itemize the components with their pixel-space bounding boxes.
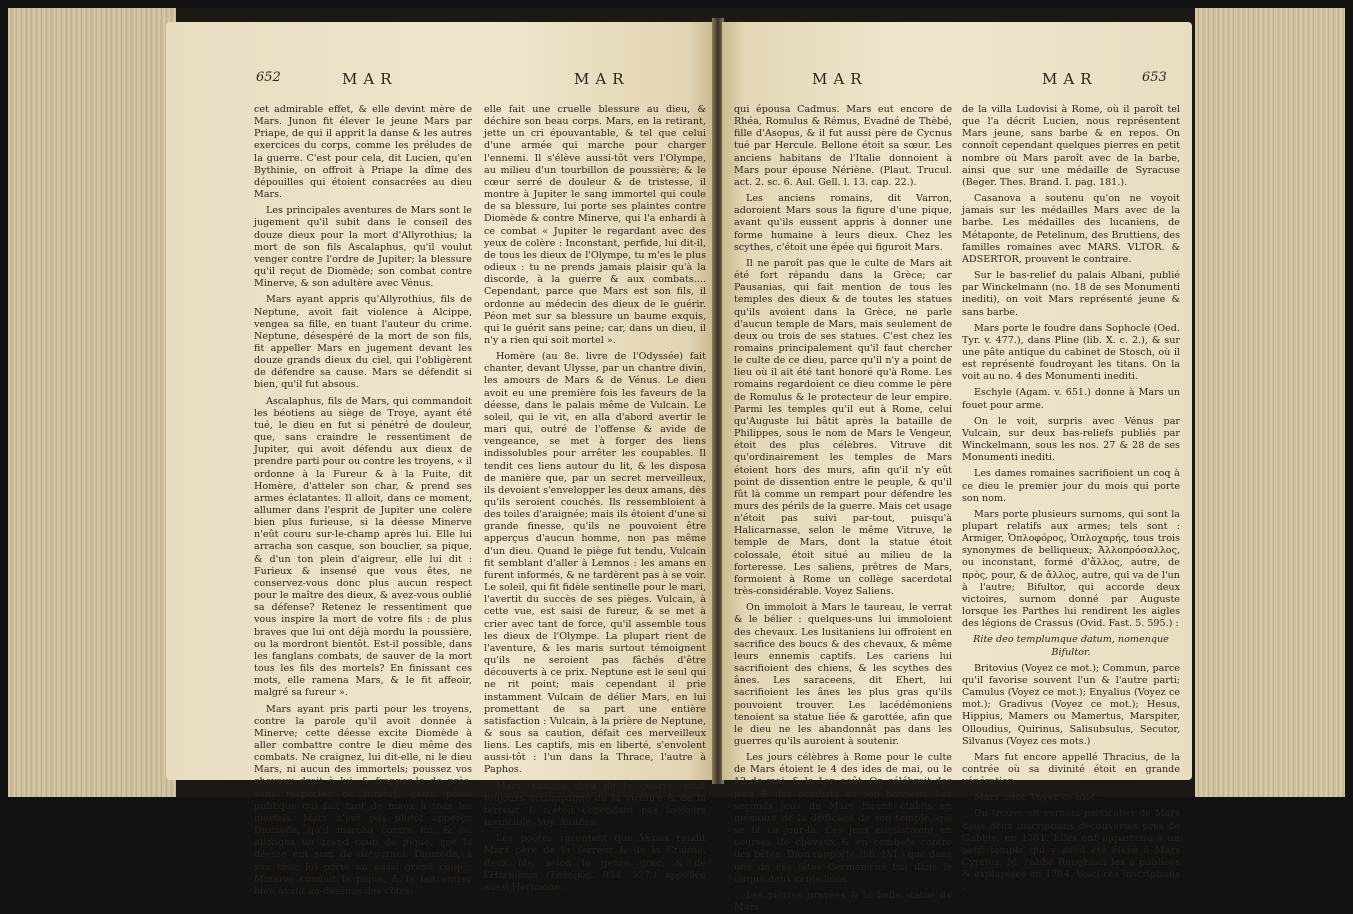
paragraph: On immoloit à Mars le taureau, le verrat & le bélier : quelques-uns lui immoloient des chevaux. Les lusitaniens lui offroient en sacrifice des boucs & des chevaux, & même leurs ennemis captifs. Les cariens lui sacrifioient des chiens, & les scythes des ânes. Les saraceens, dit Ehert, lui sacrifioient les ânes les plus gras qu'ils pouvoient trouver. Les lacédémoniens tenoient sa statue liée & garottée, afin que le dieu ne les abandonnât pas dans les guerres qu'ils auroient à soutenir. xyxy=(734,602,952,747)
paragraph: Les poëtes racontent que Vénus rendit Mars père de la Terreur & de la Crainte, deux fils, selon le genre grec, & de l'Harmonie (Théogon. 934. 937.) appellée aussi Hermione, xyxy=(484,833,706,893)
paragraph: Ascalaphus, fils de Mars, qui commandoit les béotiens au siège de Troye, ayant été tué, le dieu en fut si pénétré de douleur, que, sans craindre le ressentiment de Jupiter, qui avoit défendu aux dieux de prendre parti pour ou contre les troyens, « il ordonne à la Fureur & à la Fuite, dit Homère, d'atteler son char, & prend ses armes éclatantes. Il alloit, dans ce moment, allumer dans l'esprit de Jupiter une colère bien plus furieuse, si la déesse Minerve n'eût couru sur-le-champ après lui. Elle lui arracha son casque, son bouclier, sa pique, & d'un ton plein d'aigreur, elle lui dit : Furieux & insensé que vous êtes, ne conservez-vous donc plus aucun respect pour le maître des dieux, & avez-vous oublié sa défense? Retenez le ressentiment que vous inspire la mort de votre fils : de plus braves que lui ont déjà mordu la poussière, ou la mordront bientôt. Est-il possible, dans les fanglans combats, de sauver de la mort tous les fils des mortels? En finissant ces mots, elle ramena Mars, & le fit affeoir, malgré sa fureur ». xyxy=(254,395,472,699)
text-column xyxy=(962,104,1180,893)
running-head: MAR xyxy=(1042,70,1098,88)
paragraph: Les jours célèbres à Rome pour le culte de Mars étoient le 4 des ides de mai, ou le 12 de mai, & le 1er. août. On célébroit des jeux & des combats en son honneur. Les seconds jeux de Mars furent établis en mémoire de la dédicace de son temple, qui se fit ce jour-là. Ces jeux consistoient en courses de chevaux & en combats contre des bêtes. Dion rapporte (lib. LVI.) que dans une de ces fêtes Germanicus tua dans le cirque deux cents lions. xyxy=(734,752,952,885)
paragraph: Les principales aventures de Mars sont le jugement qu'il subit dans le conseil des douze dieux pour la mort d'Allyrothius; la mort de son fils Ascalaphus, qu'il voulut venger contre l'ordre de Jupiter; la blessure qu'il reçut de Diomède; son combat contre Minerve, & son adultère avec Vénus. xyxy=(254,205,472,290)
running-head: MAR xyxy=(574,70,630,88)
paragraph: Britovius (Voyez ce mot.); Commun, parce qu'il favorise souvent l'un & l'autre parti; Camulus (Voyez ce mot.); Enyalius (Voyez ce mot.); Gradivus (Voyez ce mot.); Hesus, Hippius, Mamers ou Mamertus, Marspiter, Olloudius, Quirinus, Salisubsulus, Secutor, Silvanus (Voyez ces mots.) xyxy=(962,662,1180,747)
paragraph: Sur le bas-relief du palais Albani, publié par Winckelmann (no. 18 de ses Monumenti inediti), on voit Mars représenté jeune & sans barbe. xyxy=(962,270,1180,318)
page-edges-right xyxy=(1195,8,1345,797)
page-number: 652 xyxy=(256,70,281,85)
paragraph: Les dames romaines sacrifioient un coq à ce dieu le premier jour du mois qui porte son nom. xyxy=(962,468,1180,504)
paragraph: Homère (au 8e. livre de l'Odyssée) fait chanter, devant Ulysse, par un chantre divin, les amours de Mars & de Vénus. Le dieu avoit eu une première fois les faveurs de la déesse, dans le palais même de Vulcain. Le soleil, qui le vit, en alla d'abord avertir le mari qui, outré de l'offense & avide de vengeance, se met à forger des liens indissolubles pour arrêter les coupables. Il tendit ces liens autour du lit, & les disposa de manière que, par un secret merveilleux, ils devoient s'envelopper les deux amans, dès qu'ils seroient couchés. Ils ressembloient à des toiles d'araignée; mais ils étoient d'une si grande finesse, qu'ils ne pouvoient être apperçus d'aucun homme, non pas même d'un dieu. Quand le piège fut tendu, Vulcain fit semblant d'aller à Lemnos : les amans en furent informés, & ne tardèrent pas à se voir. Le soleil, qui fit fidèle sentinelle pour le mari, l'avertit du succès de ses pièges. Vulcain, à cette vue, est saisi de fureur, & se met à crier avec tant de force, qu'il assemble tous les dieux de l'Olympe. La plupart rient de l'aventure, & les maris surtout témoignent qu'ils ne seroient pas fâchés d'être découverts à ce prix. Neptune est le seul qui ne rit point; mais cependant il prie instamment Vulcain de délier Mars, en lui promettant de sa part une entière satisfaction : Vulcain, à la prière de Neptune, & sous sa caution, défait ces merveilleux liens. Les captifs, mis en liberté, s'envolent aussi-tôt : l'un dans la Thrace, l'autre à Paphos. xyxy=(484,351,707,776)
paragraph: Mars porte le foudre dans Sophocle (Oed. Tyr. v. 477.), dans Pline (lib. X. c. 2.), & sur une pâte antique du cabinet de Stosch, où il est représenté foudroyant les titans. On la voit au no. 4 des Monumenti inediti. xyxy=(962,322,1180,383)
paragraph: de la villa Ludovisi à Rome, où il paroît tel que l'a décrit Lucien, nous représentent Mars jeune, sans barbe & en repos. On connoît cependant quelques pierres en petit nombre où Mars paroît avec de la barbe, ainsi que sur une médaille de Syracuse (Beger. Thes. Brand. I. pag. 181.). xyxy=(962,104,1180,188)
paragraph: Il ne paroît pas que le culte de Mars ait été fort répandu dans la Grèce; car Pausanias, qui fait mention de tous les temples des dieux & de toutes les statues qu'ils avoient dans la Grèce, ne parle d'aucun temple de Mars, mais seulement de deux ou trois de ses statues. C'est chez les romains principalement qu'il faut chercher le culte de ce dieu, parce qu'il n'y a point de lieu où il ait été tant honoré qu'à Rome. Les romains regardoient ce dieu comme le père de Romulus & le protecteur de leur empire. Parmi les temples qu'il eut à Rome, celui qu'Auguste lui bâtit après la bataille de Philippes, sous le nom de Mars le Vengeur, étoit des plus célèbres. Vitruve dit qu'ordinairement les temples de Mars étoient hors des murs, afin qu'il n'y eût point de dissention entre le peuple, & qu'il fût là comme un rempart pour défendre les murs des périls de la guerre. Mais cet usage n'étoit pas suivi par-tout, puisqu'à Halicarnasse, selon le même Vitruve, le temple de Mars, dont la statue étoit colossale, étoit situé au milieu de la forteresse. Les saliens, prêtres de Mars, formoient à Rome un collège sacerdotal très-considérable. Voyez Saliens. xyxy=(734,257,952,598)
paragraph: On trouve un surnom particulier de Mars dans deux inscriptions découvertes près de Gubbio, en 1781. Elles ont appartenu à un petit temple qui y avoit été élevé à Mars Cyprius. M. l'abbé Raughiaci les a publiées & expliquées en 1784. Voici ces inscriptions : xyxy=(962,808,1180,893)
paragraph: cet admirable effet, & elle devint mère de Mars. Junon fit élever le jeune Mars par Priape, de qui il apprit la danse & les autres exercices du corps, comme les préludes de la guerre. C'est pour cela, dit Lucien, qu'en Bythinie, on offroit à Priape la dîme des dépouilles qui étoient consacrées au dieu Mars. xyxy=(254,104,472,201)
paragraph: Eschyle (Agam. v. 651.) donne à Mars un fouet pour arme. xyxy=(962,387,1180,411)
running-head: MAR xyxy=(342,70,398,88)
left-page-header xyxy=(166,70,714,94)
paragraph: Les anciens romains, dit Varron, adoroient Mars sous la figure d'une pique, avant qu'ils eussent appris à donner une forme humaine à leurs dieux. Chez les scythes, c'étoit une épée qui figuroit Mars. xyxy=(734,193,952,253)
paragraph: Mars ayant appris qu'Allyrothius, fils de Neptune, avoit fait violence à Alcippe, vengea sa fille, en tuant l'auteur du crime. Neptune, désespéré de la mort de son fils, fit appeller Mars en jugement devant les douze grands dieux du ciel, qui l'obligèrent de défendre sa cause. Mars se défendit si bien, qu'il fut absous. xyxy=(254,294,472,391)
paragraph: elle fait une cruelle blessure au dieu, & déchire son beau corps. Mars, en la retirant, jette un cri épouvantable, & tel que celui d'une armée qui marche pour charger l'ennemi. Il s'élève aussi-tôt vers l'Olympe, au milieu d'un tourbillon de poussière; & le cœur serré de douleur & de tristesse, il montre à Jupiter le sang immortel qui coule de sa blessure, lui porte ses plaintes contre Diomède & contre Minerve, qui l'a enhardi à ce combat « Jupiter le regardant avec des yeux de colère : Inconstant, perfide, lui dit-il, de tous les dieux de l'Olympe, tu m'es le plus odieux : tu ne prends jamais plaisir qu'à la discorde, à la guerre & aux combats.... Cependant, parce que Mars est son fils, il ordonne au médecin des dieux de le guérir. Péon met sur sa blessure un baume exquis, qui le guérit sans peine; car, dans un dieu, il n'y a rien qui soit mortel ». xyxy=(484,104,706,346)
page-number: 653 xyxy=(1142,70,1167,85)
paragraph: Casanova a soutenu qu'on ne voyoit jamais sur les médailles Mars avec de la barbe. Les médailles des lucaniens, de Métaponte, de Petelinum, des Bruttiens, des familles romaines avec MARS. VLTOR. & ADSERTOR, prouvent le contraire. xyxy=(962,193,1180,265)
left-page xyxy=(166,22,714,897)
text-column xyxy=(254,104,472,897)
paragraph: Mars fut encore appellé Thracius, de la contrée où sa divinité étoit en grande vénération. xyxy=(962,751,1180,788)
running-head: MAR xyxy=(812,70,868,88)
text-column xyxy=(734,104,952,913)
right-page-header xyxy=(722,70,1192,94)
paragraph: Les pierres gravées & la belle statue de Mars xyxy=(734,889,952,913)
page-edges-left xyxy=(8,8,176,797)
verse-quote: Rite deo templumque datum, nomenque Bifultor. xyxy=(973,634,1169,658)
paragraph: Mars ayant pris parti pour les troyens, contre la parole qu'il avoit donnée à Minerve; cette déesse excite Diomède à aller combattre contre le dieu même des combats. Ne craignez, lui dit-elle, ni le dieu Mars, ni aucun des immortels; poussez vos chevaux droit à lui, & frappez-le de près, sans respecter ce furieux, cette peste publique qui fait tant de maux à tous les mortels. Mars n'eut pas plutôt apperçu Diomède, qu'il marcha contre lui, & lui allongea un grand coup de pique, que la déesse eut soin de détourner. Diomède, à son tour, lui porte un aussi grand coup : Minerve conduit la pique, & la fait entrer bien avant au-dessous des côtes; xyxy=(254,703,472,897)
paragraph: On le voit, surpris avec Vénus par Vulcain, sur deux bas-reliefs publiés par Winckelmann, sous les nos. 27 & 28 de ses Monumenti inediti. xyxy=(962,415,1180,464)
paragraph: qui épousa Cadmus. Mars eut encore de Rhéa, Romulus & Rémus, Evadné de Thèbé, fille d'Asopus, & il fut aussi père de Cycnus tué par Hercule. Bellone étoit sa sœur. Les anciens habitans de l'Italie donnoient à Mars pour épouse Nériène. (Plaut. Trucul. act. 2. sc. 6. Aul. Gell. l. 13. cap. 22.). xyxy=(734,104,952,188)
text-column xyxy=(484,104,707,893)
right-page xyxy=(722,22,1192,913)
paragraph: Mars ultor. Voyez ce mot. xyxy=(974,792,1098,804)
paragraph: Mars porte plusieurs surnoms, qui sont la plupart relatifs aux armes; tels sont : Armiger, Ὁπλοφόρος, Ὁπλοχαρής, tous trois synonymes de belliqueux; Ἀλλοπρόσαλλος, ou inconstant, formé d'ἄλλος, autre, de πρὸς, pour, & de ἄλλος, autre, qui va de l'un à l'autre; Bifultor, qui accorde deux victoires, surnom donné par Auguste lorsque les Parthes lui rendirent les aigles des légions de Crassus (Ovid. Fast. 5. 595.) : xyxy=(962,508,1180,630)
paragraph: Mars, comme dieu de la guerre, étoit toujours accompagné de la victoire & de la terreur. Il n'étoit cependant pas toujours invincible. Voy. Aloides. xyxy=(484,780,706,829)
